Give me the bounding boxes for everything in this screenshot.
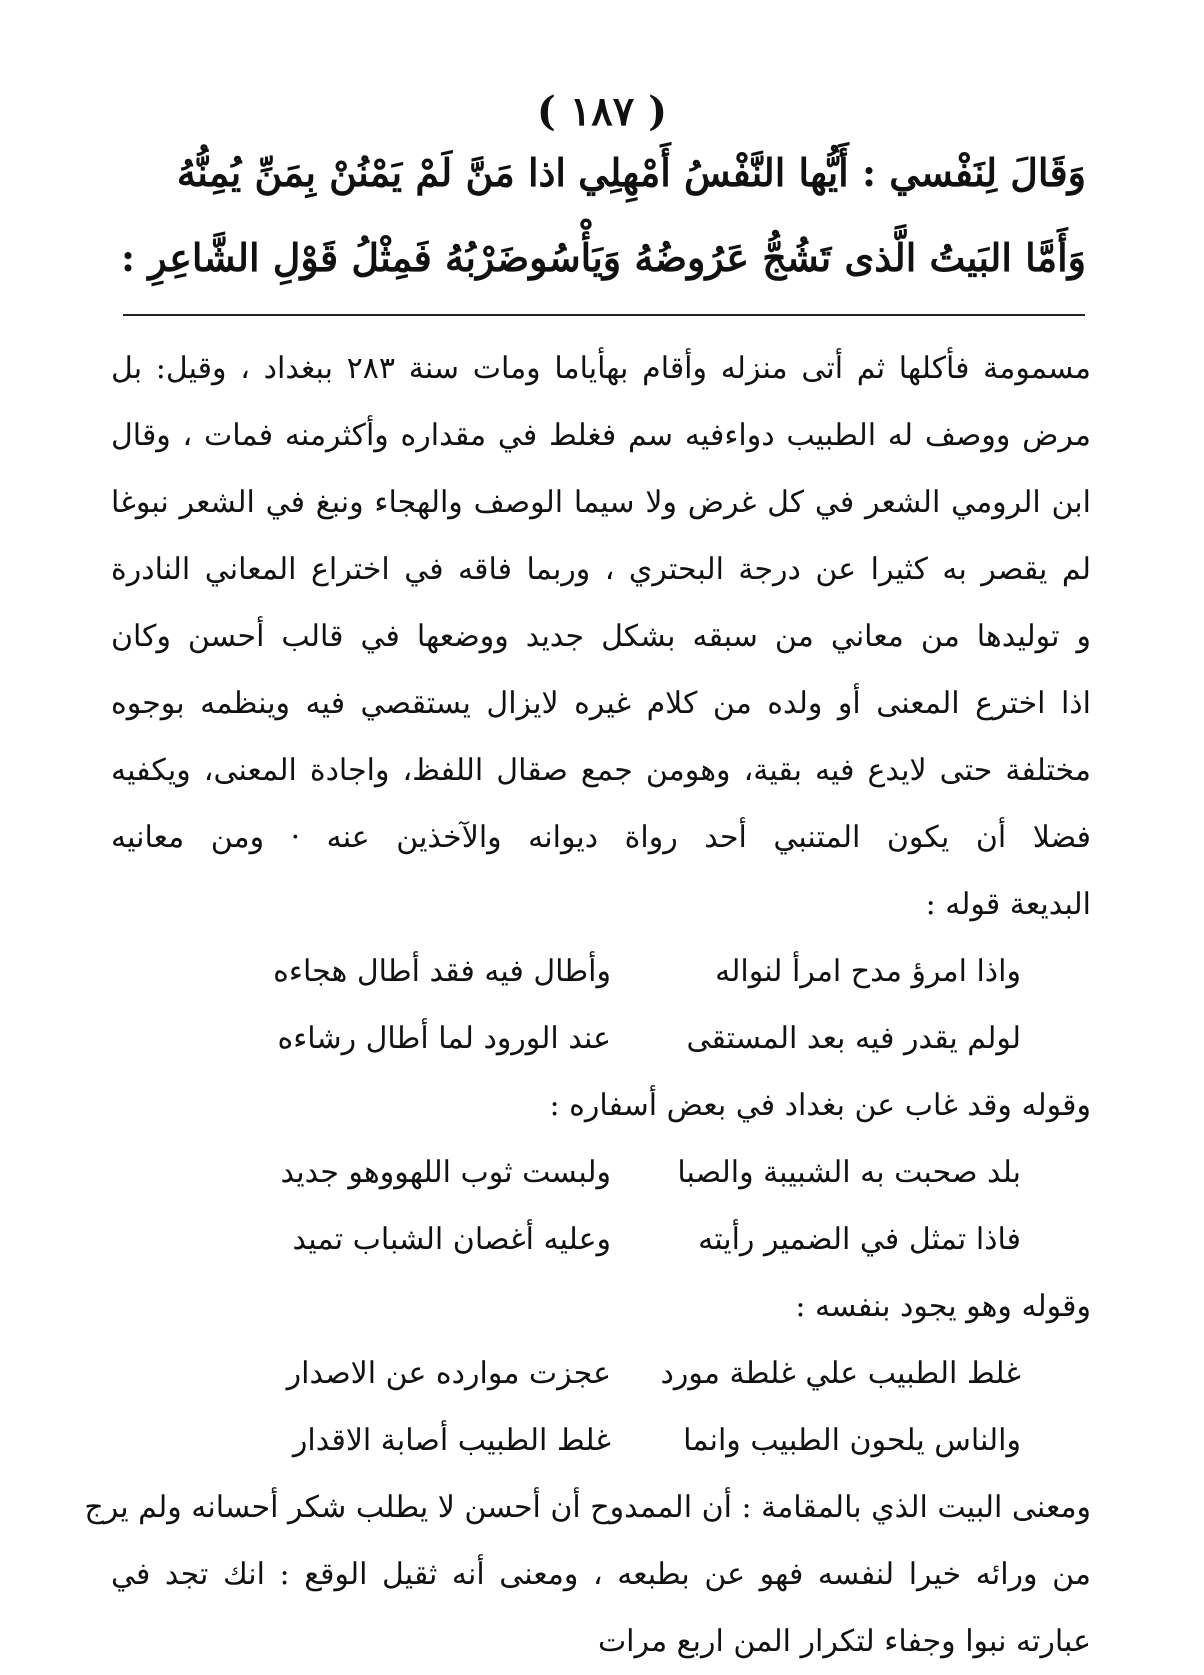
header-verse-1-left-hemistich: اذا مَنَّ لَمْ يَمْنُنْ بِمَنِّ يُمِنُّهُ: [176, 150, 566, 195]
poem-hemistich-right: بلد صحبت به الشبيبة والصبا: [677, 1155, 1021, 1190]
poem-3: [161, 1340, 1021, 1474]
poem-hemistich-left: عند الورود لما أطال رشاءه: [277, 1021, 611, 1056]
prose-line: مختلفة حتى لايدع فيه بقية، وهومن جمع صقال اللفظ، واجادة المعنى، ويكفيه: [111, 753, 1091, 788]
prose-line: مرض ووصف له الطبيب دواءفيه سم فغلط في مقداره وأكثرمنه فمات ، وقال: [111, 418, 1091, 453]
prose-line: البديعة قوله :: [925, 887, 1091, 922]
prose-line: عبارته نبوا وجفاء لتكرار المن اربع مرات: [597, 1624, 1091, 1659]
poem-hemistich-right: فاذا تمثل في الضمير رأيته: [698, 1222, 1021, 1257]
poem-2: [161, 1139, 1021, 1273]
poem-hemistich-left: وأطال فيه فقد أطال هجاءه: [273, 954, 611, 989]
prose-line: مسمومة فأكلها ثم أتى منزله وأقام بهأياما ومات سنة ٢٨٣ ببغداد ، وقيل: بل: [111, 351, 1092, 386]
header-verse-1-right-hemistich: وَقَالَ لِنَفْسي : أَيُّها النَّفْسُ أَمْهِلِي: [578, 150, 1086, 195]
poem-1: [161, 938, 1021, 1072]
poem-verse: [161, 1206, 1021, 1273]
poem-hemistich-left: وعليه أغصان الشباب تميد: [292, 1222, 611, 1257]
prose-line: ابن الرومي الشعر في كل غرض ولا سيما الوصف والهجاء ونبغ في الشعر نبوغا: [111, 485, 1091, 520]
prose-line: من ورائه خيرا لنفسه فهو عن بطبعه ، ومعنى أنه ثقيل الوقع : انك تجد في: [111, 1557, 1091, 1592]
poem-hemistich-right: والناس يلحون الطبيب وانما: [683, 1423, 1021, 1458]
header-verse-1: [116, 150, 1086, 195]
prose-line: اذا اخترع المعنى أو ولده من كلام غيره لايزال يستقصي فيه وينظمه بوجوه: [111, 686, 1091, 721]
header-verse-2: وَأَمَّا البَيتُ الَّذى تَشُجُّ عَرُوضُهُ وَيَأْسُوضَرْبُهُ فَمِثْلُ قَوْلِ الشَّاعِرِ :: [121, 235, 1086, 280]
page-number: ( ١٨٧ ): [536, 88, 668, 135]
header-divider: [123, 314, 1085, 316]
poem-intro: وقوله وقد غاب عن بغداد في بعض أسفاره :: [549, 1088, 1091, 1123]
poem-hemistich-left: غلط الطبيب أصابة الاقدار: [292, 1423, 611, 1458]
poem-verse: [161, 1139, 1021, 1206]
poem-verse: [161, 1005, 1021, 1072]
poem-intro: وقوله وهو يجود بنفسه :: [795, 1289, 1091, 1324]
poem-verse: [161, 938, 1021, 1005]
commentary-body: [84, 335, 1092, 1675]
poem-hemistich-right: غلط الطبيب علي غلطة مورد: [660, 1356, 1021, 1391]
poem-hemistich-left: عجزت موارده عن الاصدار: [286, 1356, 611, 1391]
poem-hemistich-right: واذا امرؤ مدح امرأ لنواله: [715, 954, 1021, 989]
poem-hemistich-left: ولبست ثوب اللهووهو جديد: [280, 1155, 611, 1190]
poem-hemistich-right: لولم يقدر فيه بعد المستقى: [686, 1021, 1021, 1056]
poem-verse: [161, 1407, 1021, 1474]
prose-line: فضلا أن يكون المتنبي أحد رواة ديوانه والآخذين عنه · ومن معانيه: [111, 820, 1092, 855]
prose-line: ومعنى البيت الذي بالمقامة : أن الممدوح أن أحسن لا يطلب شكر أحسانه ولم يرج: [84, 1490, 1091, 1525]
prose-line: و توليدها من معاني من سبقه بشكل جديد ووضعها في قالب أحسن وكان: [111, 619, 1091, 654]
poem-verse: [161, 1340, 1021, 1407]
prose-line: لم يقصر به كثيرا عن درجة البحتري ، وربما فاقه في اختراع المعاني النادرة: [111, 552, 1091, 587]
